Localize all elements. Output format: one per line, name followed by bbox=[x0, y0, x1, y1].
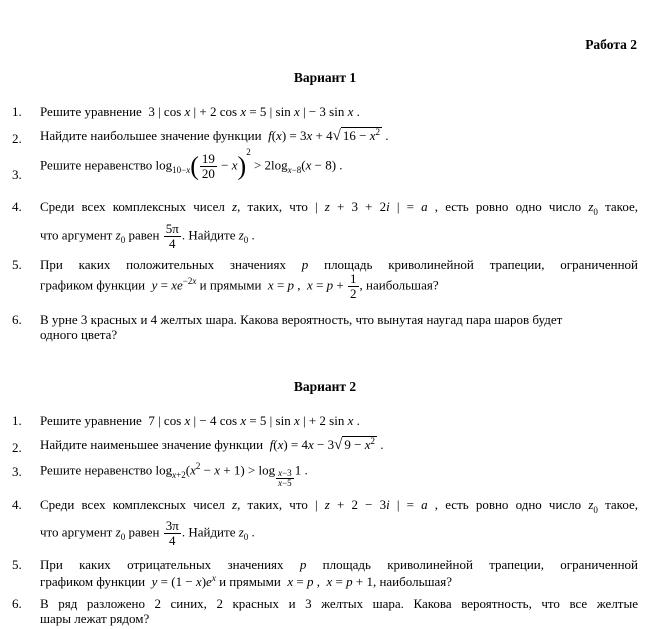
v1-item-2: Найдите наибольшее значение функции f(x) = 3x + 4√ $16 - x^2$ . bbox=[40, 127, 389, 144]
v1-item-2-number: 2. bbox=[12, 131, 22, 146]
v1-item-6-line-2: одного цвета? bbox=[40, 327, 118, 342]
v1-item-1: Решите уравнение 3 | cos x | + 2 cos x = 5 | sin x | − 3 sin x . bbox=[40, 104, 360, 119]
v1-item-3-number: 3. bbox=[12, 167, 22, 182]
v2-item-5-line-1: При каких отрицательных значениях p площадь криволинейной трапеции, ограниченной bbox=[40, 557, 639, 572]
v1-item-5-number: 5. bbox=[12, 257, 22, 272]
v1-item-6-line-1: В урне 3 красных и 4 желтых шара. Какова вероятность, что вынутая наугад пара шаров будет bbox=[40, 312, 563, 327]
work-title: Работа 2 bbox=[585, 37, 637, 52]
v2-item-2-number: 2. bbox=[12, 440, 22, 455]
v2-item-5-line-2: графиком функции $y = (1 - x)e^x$ и прямыми x = p , x = p + 1, наибольшая? bbox=[40, 573, 453, 589]
v2-item-3-number: 3. bbox=[12, 464, 22, 479]
v2-item-4-line-2: что аргумент $z_0$ равен $\frac{3\pi}{4}$ . Найдите $z_0$ . bbox=[40, 518, 255, 548]
v2-item-6-line-1: В ряд разложено 2 синих, 2 красных и 3 желтых шара. Какова вероятность, что все желтые bbox=[40, 596, 638, 611]
v1-item-6-number: 6. bbox=[12, 312, 22, 327]
variant-1-title: Вариант 1 bbox=[293, 70, 357, 85]
v2-item-4-line-1: Среди всех комплексных чисел z, таких, что | z + 2 − 3i | = a , есть ровно одно число $z_0$ такое, bbox=[40, 497, 639, 515]
v1-item-5-line-2: графиком функции $y = xe^{-2x}$ и прямыми x = p , x = p + $\frac{1}{2}$ , наибольшая? bbox=[40, 271, 439, 301]
v2-item-4-number: 4. bbox=[12, 497, 22, 512]
v1-item-4-line-1: Среди всех комплексных чисел z, таких, что | z + 3 + 2i | = a , есть ровно одно число $z_0$ такое, bbox=[40, 199, 639, 217]
v2-item-1: Решите уравнение 7 | cos x | − 4 cos x = 5 | sin x | + 2 sin x . bbox=[40, 413, 360, 428]
v1-item-1-number: 1. bbox=[12, 104, 22, 119]
v1-item-4-number: 4. bbox=[12, 199, 22, 214]
v2-item-5-number: 5. bbox=[12, 557, 22, 572]
v2-item-2: Найдите наименьшее значение функции f(x) = 4x − 3√ $9 - x^2$ . bbox=[40, 436, 384, 453]
v1-item-5-line-1: При каких положительных значениях p площадь криволинейной трапеции, ограниченной bbox=[40, 257, 639, 272]
v1-item-3: Решите неравенство $\log_{10-x}$( $\frac{19}{20}$ − $x)^2 > 2\log_{x-8}(x - 8)$ . bbox=[40, 147, 343, 181]
v2-item-6-number: 6. bbox=[12, 596, 22, 611]
v2-item-6-line-2: шары лежат рядом? bbox=[40, 611, 150, 626]
variant-2-title: Вариант 2 bbox=[293, 379, 357, 394]
v2-item-1-number: 1. bbox=[12, 413, 22, 428]
v2-item-3: Решите неравенство $\log_{x+2}(x^2 - x + 1) > \log$ $\frac{x-3}{x-5}$ 1 . bbox=[40, 461, 308, 488]
v1-item-4-line-2: что аргумент $z_0$ равен $\frac{5\pi}{4}$ . Найдите $z_0$ . bbox=[40, 221, 255, 251]
